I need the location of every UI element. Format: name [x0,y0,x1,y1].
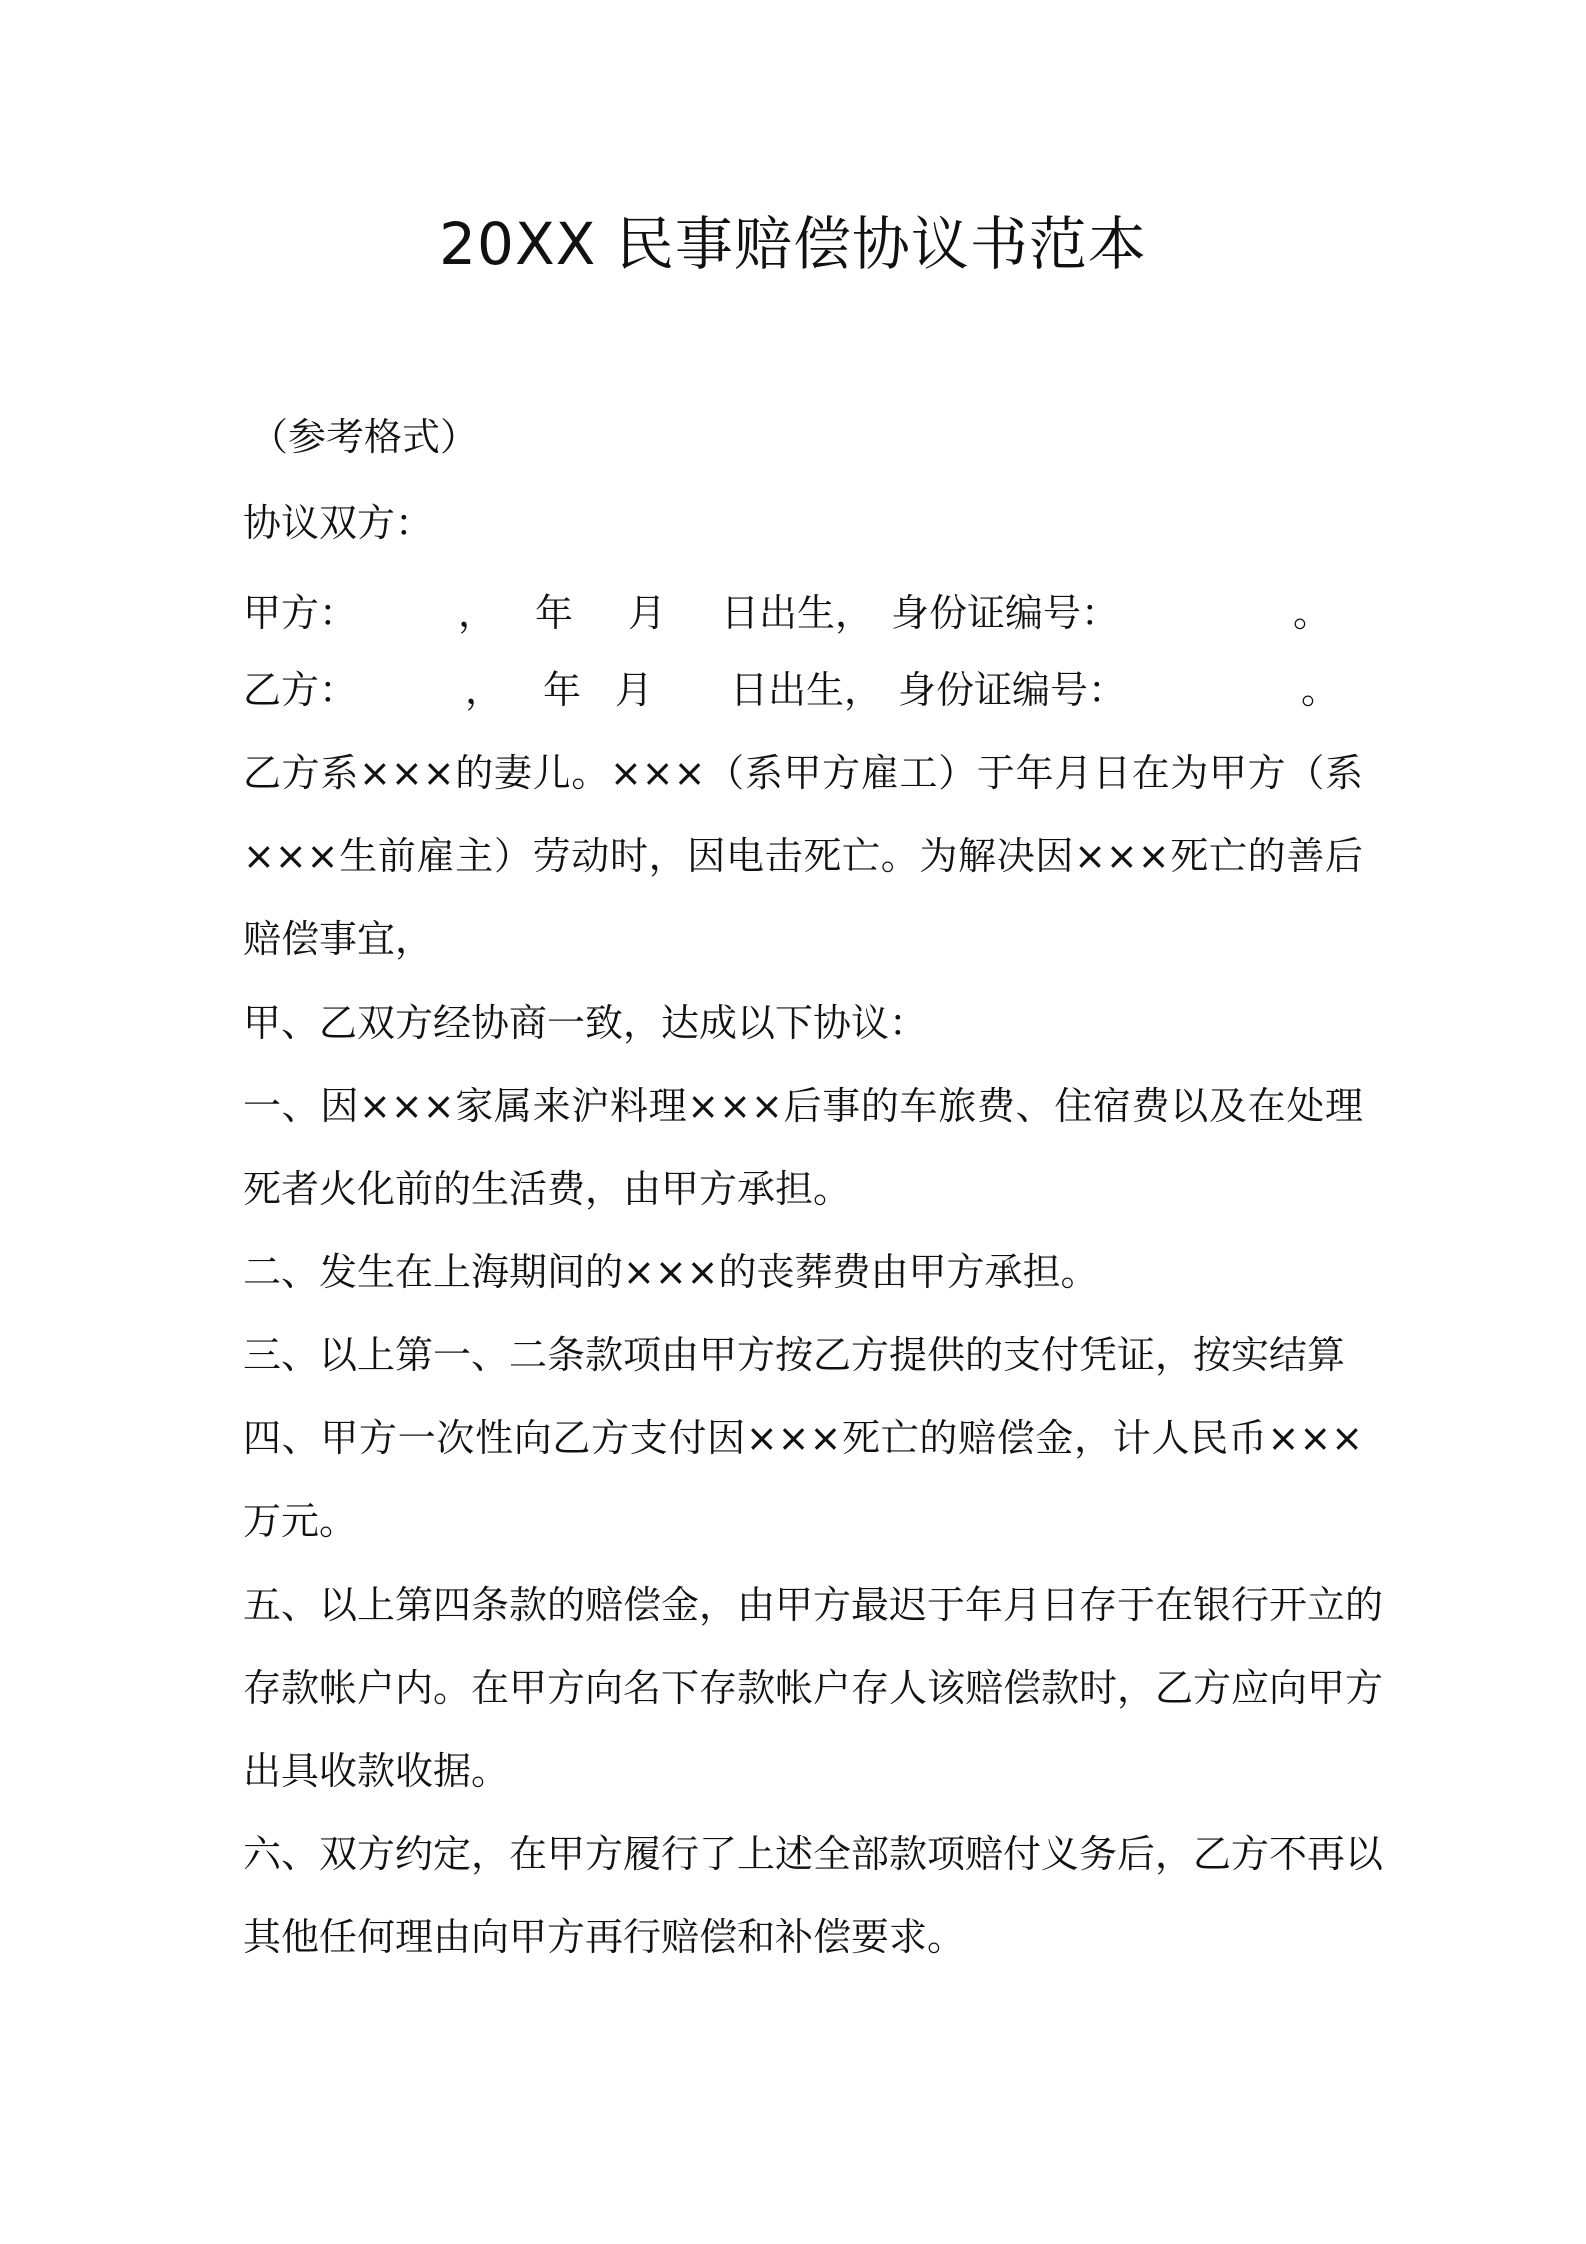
clause-1-line-1: 一、因×××家属来沪料理×××后事的车旅费、住宿费以及在处理 [243,1084,1363,1128]
background-line-2: ×××生前雇主）劳动时，因电击死亡。为解决因×××死亡的善后 [243,834,1363,878]
document-title: 20XX 民事赔偿协议书范本 [439,210,1147,278]
reference-note: （参考格式） [250,415,479,459]
party-b-line [243,662,1363,718]
party-b-year: 年 [543,668,582,712]
clause-4-line-1: 四、甲方一次性向乙方支付因×××死亡的赔偿金，计人民币××× [243,1416,1363,1460]
clause-1-line-2: 死者火化前的生活费，由甲方承担。 [243,1167,852,1211]
party-a-born: 日出生， [721,591,874,635]
party-a-label: 甲方： [243,591,358,635]
clause-6-line-1: 六、双方约定，在甲方履行了上述全部款项赔付义务后，乙方不再以 [243,1832,1384,1876]
clause-5-line-3: 出具收款收据。 [243,1749,510,1793]
party-a-id-label: 身份证编号： [891,591,1120,635]
clause-6-line-2: 其他任何理由向甲方再行赔偿和补偿要求。 [243,1915,966,1959]
clause-2: 二、发生在上海期间的×××的丧葬费由甲方承担。 [243,1250,1099,1294]
clause-3: 三、以上第一、二条款项由甲方按乙方提供的支付凭证，按实结算 [243,1333,1346,1377]
party-a-month: 月 [628,591,667,635]
party-b-born: 日出生， [730,668,883,712]
party-b-comma: ， [465,668,504,712]
party-a-line [243,585,1363,641]
agreement-intro: 甲、乙双方经协商一致，达成以下协议： [243,1001,928,1045]
clause-5-line-2: 存款帐户内。在甲方向名下存款帐户存人该赔偿款时，乙方应向甲方 [243,1666,1384,1710]
party-b-month: 月 [615,668,654,712]
clause-4-line-2: 万元。 [243,1499,358,1543]
background-line-1: 乙方系×××的妻儿。×××（系甲方雇工）于年月日在为甲方（系 [243,751,1363,795]
clause-5-line-1: 五、以上第四条款的赔偿金，由甲方最迟于年月日存于在银行开立的 [243,1583,1384,1627]
party-a-year: 年 [535,591,574,635]
party-a-end: 。 [1293,591,1332,635]
party-b-end: 。 [1301,668,1340,712]
party-b-label: 乙方： [243,668,358,712]
background-line-3: 赔偿事宜， [243,917,434,961]
parties-heading: 协议双方： [243,501,434,545]
party-a-comma: ， [458,591,497,635]
party-b-id-label: 身份证编号： [898,668,1127,712]
